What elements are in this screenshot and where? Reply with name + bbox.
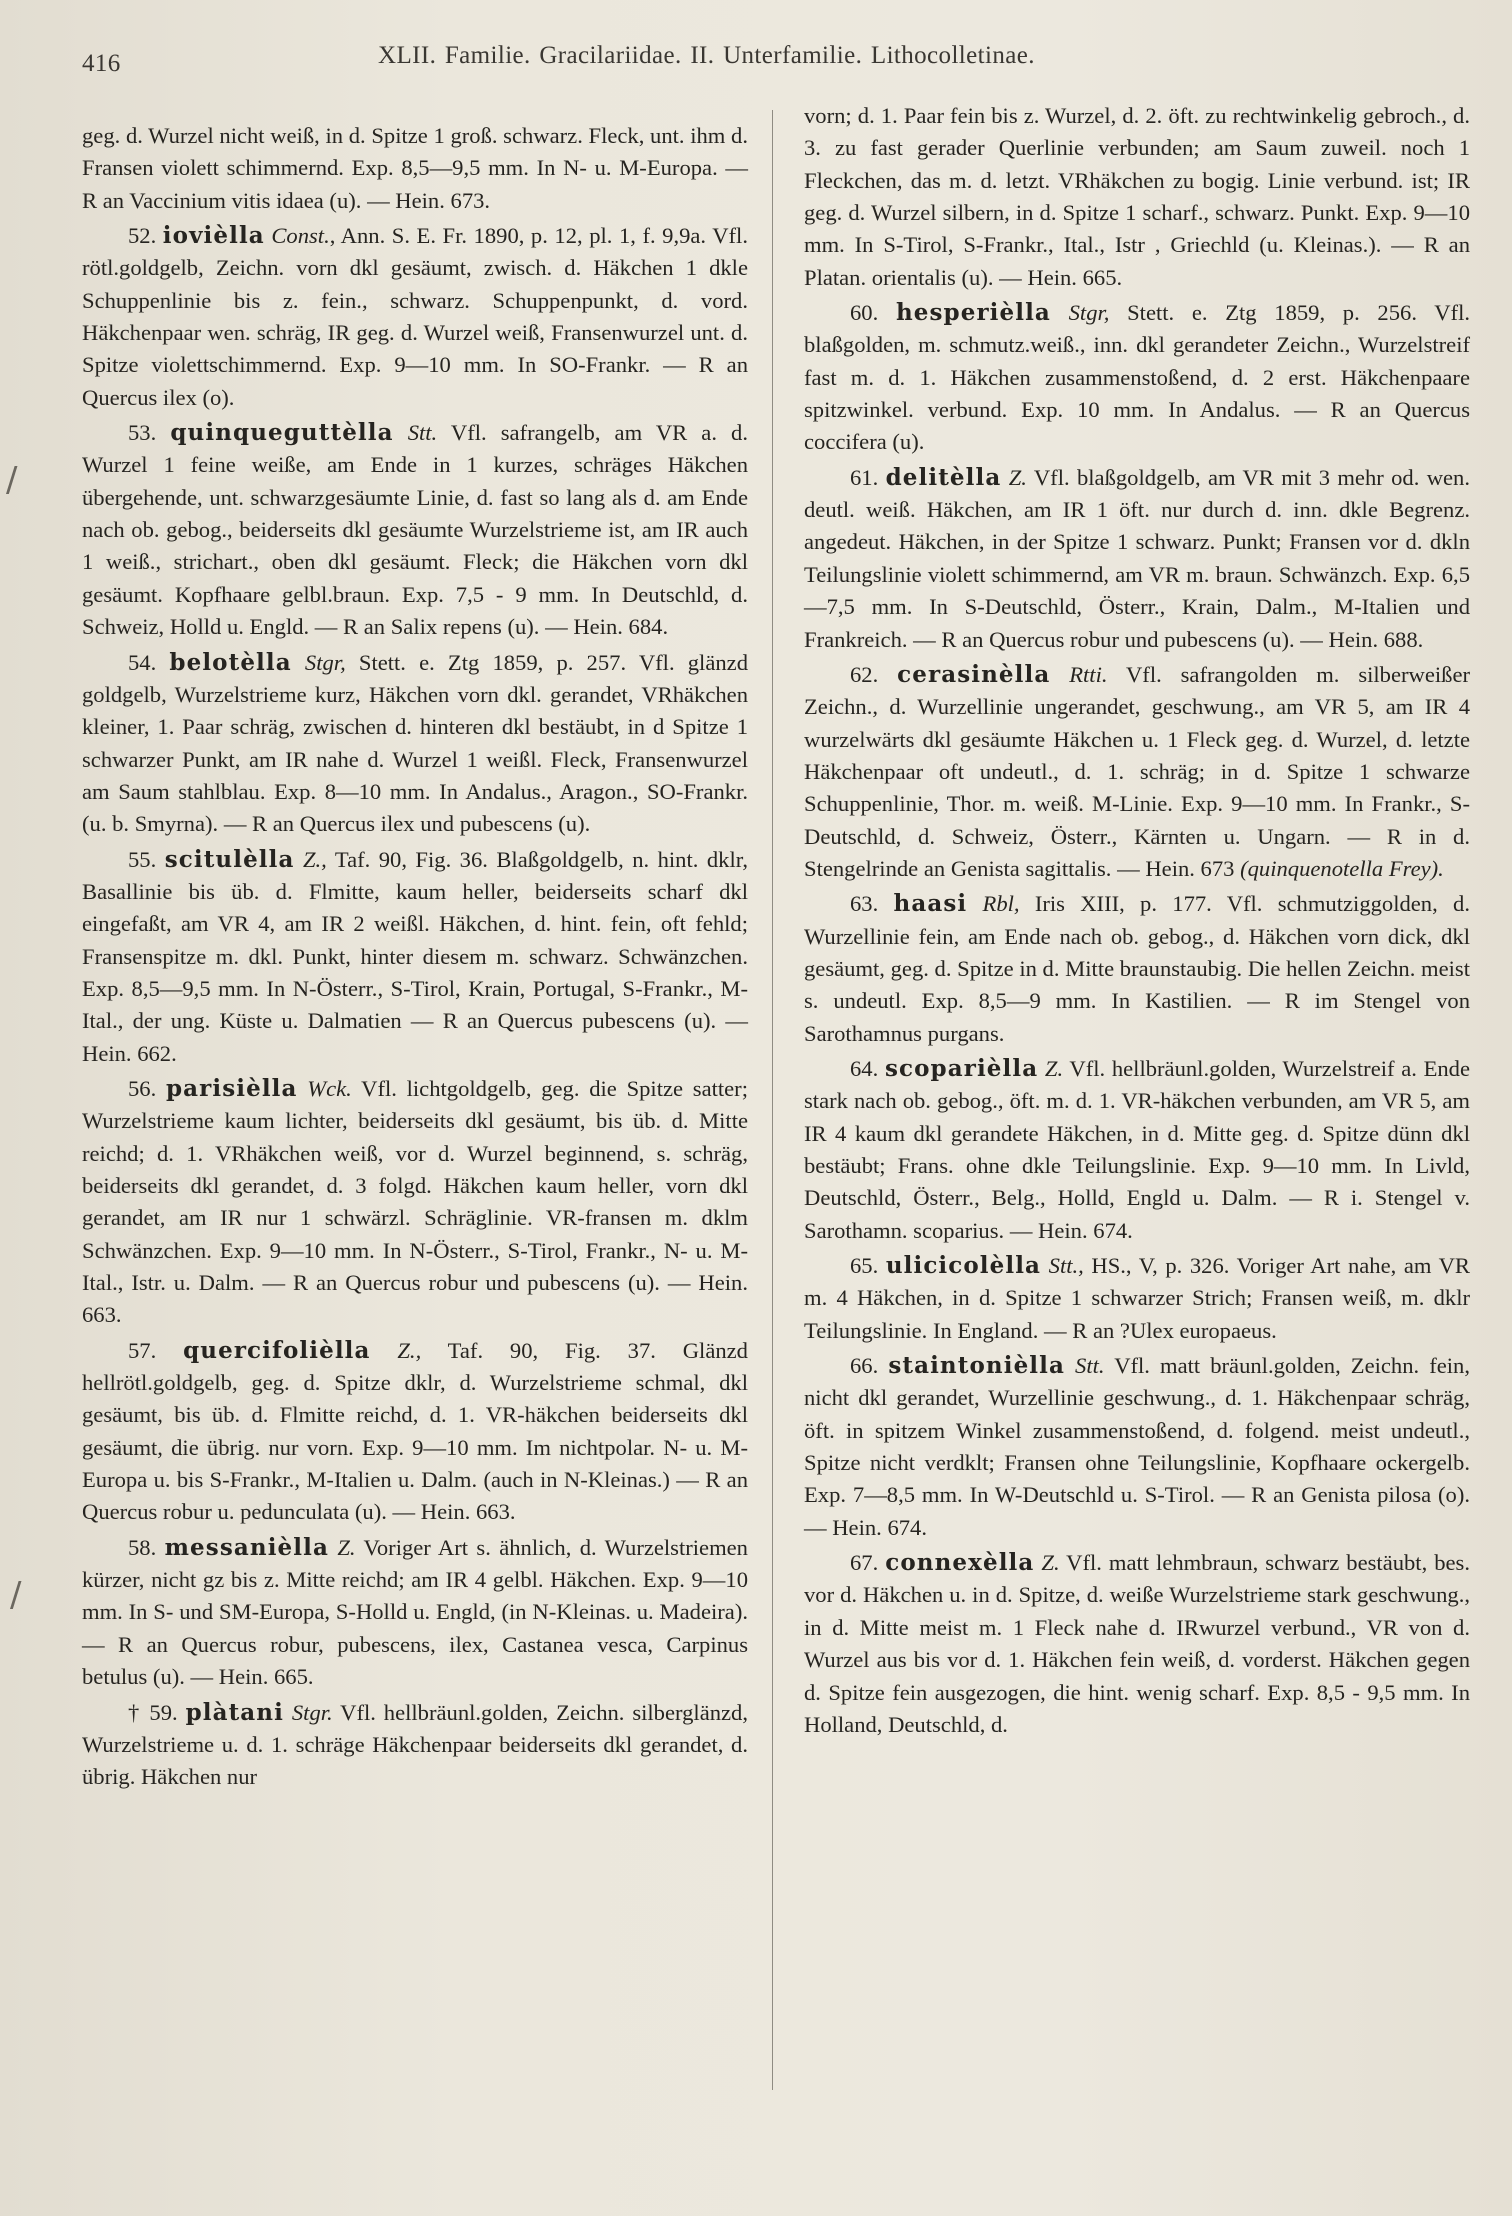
page-number: 416 — [82, 50, 121, 77]
species-name: delitèlla — [885, 463, 1002, 491]
species-entry — [82, 1697, 748, 1794]
species-entry — [804, 297, 1470, 459]
species-name: staintonièlla — [888, 1352, 1065, 1380]
entry-number: 67. — [850, 1550, 879, 1576]
entry-text: Stett. e. Ztg 1859, p. 256. Vfl. blaßgolden, m. schmutz.weiß., inn. dkl gerandeter Zeichn., Wurzelstreif fast m. d. 1. Häkchen zusammenstoßend, d. 2 erst. Häkchenpaare spitzwinkel. verbund. Exp. 10 mm. In Andalus. — R an Quercus coccifera (u). — [804, 300, 1470, 455]
running-title: XLII. Familie. Gracilariidae. II. Unterfamilie. Lithocolletinae. — [378, 42, 1035, 69]
author-name: Z., — [302, 846, 327, 872]
species-name: iovièlla — [162, 222, 265, 250]
entry-continuation — [82, 120, 748, 217]
entry-number: 61. — [850, 464, 879, 490]
entry-text: Vfl. safrangelb, am VR a. d. Wurzel 1 feine weiße, am Ende in 1 kurzes, schräges Häkchen übergehende, unt. schwarzgesäumte Linie, d. fast so lang als d. am Ende nach ob. gebog., beiderseits dkl gesäumte Wurzelstrieme ist, am IR auch 1 weiß., strichart., oben dkl gesäumt. Fleck; die Häkchen vorn dkl gesäumt. Kopfhaare gelbl.braun. Exp. 7,5 - 9 mm. In Deutschld, d. Schweiz, Holld u. Engld. — R an Salix repens (u). — Hein. 684. — [82, 420, 748, 640]
species-entry — [82, 417, 748, 643]
entry-number: 64. — [850, 1055, 879, 1081]
species-entry — [804, 1053, 1470, 1247]
species-entry — [82, 1532, 748, 1694]
species-entry — [82, 220, 748, 414]
entry-number: 56. — [128, 1075, 157, 1101]
author-name: Stgr, — [1068, 300, 1110, 326]
author-name: Stgr, — [304, 649, 346, 675]
entry-number: 58. — [128, 1534, 157, 1560]
author-name: Z. — [337, 1534, 356, 1560]
species-entry — [82, 844, 748, 1070]
entry-text: Vfl. lichtgoldgelb, geg. die Spitze satter; Wurzelstrieme kaum lichter, beiderseits dkl gesäumt, bis üb. d. Mitte reichd; d. 1. VRhäkchen weiß, vor d. Wurzel beginnend, s. schräg, beiderseits dkl gerandet, d. 3 folgd. Häkchen kaum heller, vorn dkl gerandet, am IR nur 1 schwärzl. Schräglinie. VR-fransen m. dklm Schwänzchen. Exp. 9—10 mm. In N-Österr., S-Tirol, Frankr., N- u. M-Ital., Istr. u. Dalm. — R an Quercus robur und pubescens (u). — Hein. 663. — [82, 1075, 748, 1328]
page-header — [82, 42, 1472, 82]
entry-text: Taf. 90, Fig. 37. Glänzd hellrötl.goldgelb, geg. d. Spitze dklr, d. Wurzelstrieme schmal, dkl gesäumt, bis üb. d. Flmitte reichd, d. 1. VR-häkchen beiderseits dkl gesäumt, die übrig. nur vorn. Exp. 9—10 mm. Im nichtpolar. N- u. M-Europa u. bis S-Frankr., M-Italien u. Dalm. (auch in N-Kleinas.) — R an Quercus robur u. pedunculata (u). — Hein. 663. — [82, 1337, 748, 1525]
entry-text: Voriger Art s. ähnlich, d. Wurzelstriemen kürzer, nicht gz bis z. Mitte reichd; am IR 4 gelbl. Häkchen. Exp. 9—10 mm. In S- und SM-Europa, S-Holld u. Engld, (in N-Kleinas. u. Madeira). — R an Quercus robur, pubescens, ilex, Castanea vesca, Carpinus betulus (u). — Hein. 665. — [82, 1534, 748, 1690]
entry-text: Stett. e. Ztg 1859, p. 257. Vfl. glänzd goldgelb, Wurzelstrieme kurz, Häkchen vorn dkl. gerandet, VRhäkchen kleiner, 1. Paar schräg, zwischen d. hinteren dkl bestäubt, in d Spitze 1 schwarzer Punkt, am IR nahe d. Wurzel 1 weißl. Fleck, Fransenwurzel am Saum stahlblau. Exp. 8—10 mm. In Andalus., Aragon., SO-Frankr. (u. b. Smyrna). — R an Quercus ilex und pubescens (u). — [82, 649, 748, 837]
species-name: cerasinèlla — [897, 660, 1051, 688]
species-entry — [804, 1547, 1470, 1741]
species-entry — [82, 1073, 748, 1332]
author-name: Stt., — [1048, 1253, 1084, 1279]
author-name: Rtti. — [1069, 661, 1108, 687]
entry-text: Iris XIII, p. 177. Vfl. schmutziggolden, d. Wurzellinie fein, am Ende nach ob. gebog., d. Häkchen vorn dick, dkl gesäumt, geg. d. Spitze in d. Mitte braunstaubig. Die hellen Zeichn. meist s. undeutl. Exp. 8,5—9 mm. In Kastilien. — R im Stengel von Sarothamnus purgans. — [804, 891, 1470, 1046]
left-column — [82, 120, 748, 1794]
right-column — [804, 100, 1470, 1741]
entry-text: geg. d. Wurzel nicht weiß, in d. Spitze 1 groß. schwarz. Fleck, unt. ihm d. Fransen violett schimmernd. Exp. 8,5—9,5 mm. In N- u. M-Europa. — R an Vaccinium vitis idaea (u). — Hein. 673. — [82, 123, 748, 213]
species-name: hesperièlla — [895, 299, 1051, 327]
species-name: quercifolièlla — [183, 1336, 371, 1364]
entry-text: Vfl. matt lehmbraun, schwarz bestäubt, bes. vor d. Häkchen u. in d. Spitze, d. weiße Wurzelstrieme stark geschwung., in d. Mitte meist m. 1 Fleck nahe d. IRwurzel verbund., VR von d. Wurzel aus bis vor d. 1. Häkchen fein weiß, d. vorderst. Häkchen gegen d. Spitze fein ausgezogen, die hint. wenig scharf. Exp. 8,5 - 9,5 mm. In Holland, Deutschld, d. — [804, 1550, 1470, 1737]
species-name: parisièlla — [165, 1074, 298, 1102]
fossil-marker: † — [128, 1699, 150, 1725]
entry-text: , Ann. S. E. Fr. 1890, p. 12, pl. 1, f. 9,9a. Vfl. rötl.goldgelb, Zeichn. vorn dkl gesäumt, zwisch. d. Häkchen 1 dkle Schuppenlinie bis z. fein., schwarz. Schuppenpunkt, d. vord. Häkchenpaar wen. schräg, IR geg. d. Wurzel weiß, Fransenwurzel unt. d. Spitze violettschimmernd. Exp. 9—10 mm. In SO-Frankr. — R an Quercus ilex (o). — [82, 223, 748, 410]
species-name: plàtani — [185, 1698, 284, 1726]
species-name: connexèlla — [885, 1549, 1035, 1577]
column-divider — [772, 110, 773, 2090]
species-name: scitulèlla — [164, 845, 295, 873]
entry-number: 55. — [128, 846, 157, 872]
entry-number: 60. — [850, 300, 879, 326]
margin-pencil-mark: / — [6, 460, 18, 500]
entry-text: Taf. 90, Fig. 36. Blaßgoldgelb, n. hint. dklr, Basallinie bis üb. d. Flmitte, kaum heller, beiderseits scharf dkl eingefaßt, am VR 4, am IR 2 weißl. Häkchen, d. hint. fein, oft fehld; Fransenspitze m. dkl. Punkt, hinter diesem m. schwarz. Schwänzchen. Exp. 8,5—9,5 mm. In N-Österr., S-Tirol, Krain, Portugal, S-Frankr., M-Ital., der ung. Küste u. Dalmatien — R an Quercus pubescens (u). — Hein. 662. — [82, 846, 748, 1066]
species-entry — [804, 462, 1470, 656]
author-name: Z. — [1044, 1055, 1064, 1081]
entry-continuation — [804, 100, 1470, 294]
entry-text: HS., V, p. 326. Voriger Art nahe, am VR m. 4 Häkchen, in d. Spitze 1 schwarzer Strich; Fransen weiß, m. dklr Teilungslinie. In England. — R an ?Ulex europaeus. — [804, 1253, 1470, 1343]
author-name: Wck. — [307, 1075, 352, 1101]
entry-text: Vfl. hellbräunl.golden, Wurzelstreif a. Ende stark nach ob. gebog., öft. m. d. 1. VR-häkchen verbunden, am VR 5, am IR 4 kaum dkl gerandete Häkchen, in d. Mitte geg. d. Spitze dünn dkl bestäubt; Frans. ohne dkle Teilungslinie. Exp. 9—10 mm. In Livld, Deutschld, Österr., Belg., Holld, Engld u. Dalm. — R i. Stengel v. Sarothamn. scoparius. — Hein. 674. — [804, 1055, 1471, 1243]
entry-text: Vfl. hellbräunl.golden, Zeichn. silberglänzd, Wurzelstrieme u. d. 1. schräge Häkchenpaar beiderseits dkl gerandet, d. übrig. Häkchen nur — [82, 1699, 748, 1790]
entry-number: 59. — [149, 1699, 178, 1725]
species-entry — [804, 1350, 1470, 1544]
entry-number: 52. — [128, 223, 157, 249]
species-entry — [804, 888, 1470, 1050]
species-entry — [804, 1250, 1470, 1347]
entry-text: Vfl. blaßgoldgelb, am VR mit 3 mehr od. wen. deutl. weiß. Häkchen, am IR 1 öft. nur durch d. inn. dkle Begrenz. angedeut. Häkchen, in der Spitze 1 schwarz. Punkt; Fransen vor d. dkln Teilungslinie violett schimmernd, am VR m. braun. Schwänzch. Exp. 6,5—7,5 mm. In S-Deutschld, Österr., Krain, Dalm., M-Italien und Frankreich. — R an Quercus robur und pubescens (u). — Hein. 688. — [804, 464, 1470, 652]
entry-number: 57. — [128, 1337, 157, 1363]
entry-number: 63. — [850, 891, 879, 917]
author-name: Stt. — [1075, 1353, 1105, 1379]
species-name: scoparièlla — [884, 1054, 1039, 1082]
synonym: (quinquenotella Frey). — [1240, 855, 1444, 881]
species-name: belotèlla — [169, 648, 292, 676]
author-name: Stgr. — [291, 1699, 333, 1725]
species-entry — [82, 1335, 748, 1529]
author-name: Z. — [1041, 1550, 1060, 1576]
entry-text: Vfl. safrangolden m. silberweißer Zeichn., d. Wurzellinie ungerandet, geschwung., am VR 5, am IR 4 wurzelwärts dkl gesäumte Häkchen u. 1 Fleck geg. d. Wurzel, d. letzte Häkchenpaar oft undeutl., d. 1. schräg; in d. Spitze 1 schwarze Schuppenlinie, Thor. m. weiß. M-Linie. Exp. 9—10 mm. In Frankr., S-Deutschld, d. Schweiz, Österr., Kärnten u. Ungarn. — R in d. Stengelrinde an Genista sagittalis. — Hein. 673 — [804, 661, 1470, 881]
entry-number: 62. — [850, 661, 879, 687]
entry-text: Vfl. matt bräunl.golden, Zeichn. fein, nicht dkl gerandet, Wurzellinie geschwung., d. 1. Häkchenpaar schräg, öft. in spitzem Winkel zusammenstoßend, d. folgend. meist undeutl., Spitze nicht verdklt; Fransen ohne Teilungslinie, Kopfhaare ockergelb. Exp. 7—8,5 mm. In W-Deutschld u. S-Tirol. — R an Genista pilosa (o). — Hein. 674. — [804, 1353, 1470, 1540]
entry-text: vorn; d. 1. Paar fein bis z. Wurzel, d. 2. öft. zu rechtwinkelig gebroch., d. 3. zu fast gerader Querlinie verbunden; am Saum zuweil. noch 1 Fleckchen, das m. d. letzt. VRhäkchen zu bogig. Linie verbund. ist; IR geg. d. Wurzel silbern, in d. Spitze 1 scharf., schwarz. Punkt. Exp. 9—10 mm. In S-Tirol, S-Frankr., Ital., Istr , Griechld (u. Kleinas.). — R an Platan. orientalis (u). — Hein. 665. — [804, 103, 1470, 290]
author-name: Z., — [397, 1337, 422, 1363]
species-name: ulicicolèlla — [885, 1252, 1042, 1280]
species-name: haasi — [893, 890, 968, 918]
entry-number: 66. — [850, 1353, 879, 1379]
author-name: Rbl, — [982, 891, 1020, 917]
species-name: messanièlla — [164, 1533, 329, 1561]
author-name: Z. — [1008, 464, 1027, 490]
author-name: Stt. — [407, 420, 438, 446]
entry-number: 53. — [128, 420, 157, 446]
margin-pencil-mark: / — [10, 1575, 22, 1615]
species-name: quinqueguttèlla — [170, 419, 394, 447]
author-name: Const. — [271, 223, 330, 249]
species-entry — [804, 659, 1470, 885]
species-entry — [82, 647, 748, 841]
entry-number: 65. — [850, 1253, 879, 1279]
entry-number: 54. — [128, 649, 157, 675]
